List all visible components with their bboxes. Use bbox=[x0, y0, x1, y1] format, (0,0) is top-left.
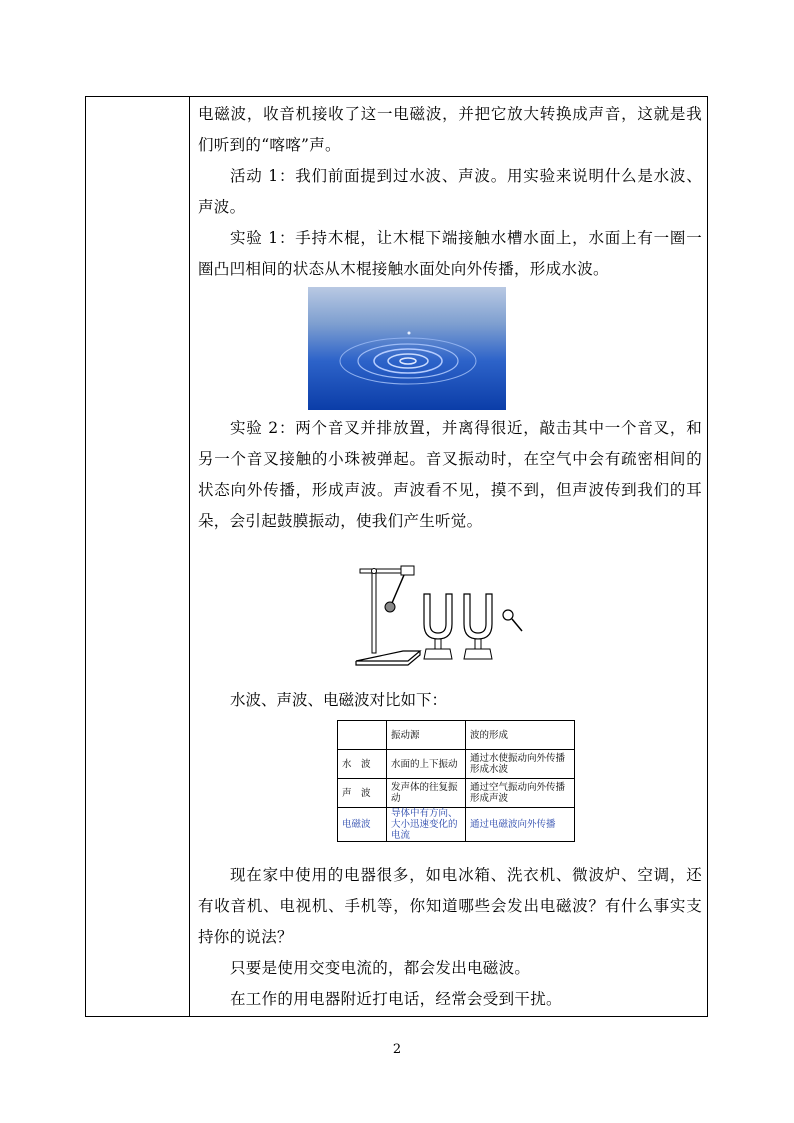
content-cell bbox=[198, 97, 702, 1008]
lesson-table bbox=[85, 96, 708, 1017]
header-cell: 振动源 bbox=[387, 721, 466, 750]
paragraph-appliances: 现在家中使用的电器很多，如电冰箱、洗衣机、微波炉、空调，还有收音机、电视机、手机等，你知道哪些会发出电磁波？有什么事实支持你的说法？ bbox=[198, 866, 702, 946]
paragraph-1: 电磁波，收音机接收了这一电磁波，并把它放大转换成声音，这就是我们听到的“喀喀”声。 bbox=[198, 105, 702, 154]
row-name: 声 波 bbox=[338, 779, 387, 808]
paragraph-answer-2: 在工作的用电器附近打电话，经常会受到干扰。 bbox=[230, 990, 562, 1008]
table-row bbox=[338, 808, 575, 842]
header-cell bbox=[338, 721, 387, 750]
table-header-row bbox=[338, 721, 575, 750]
row-formation: 通过电磁波向外传播 bbox=[466, 808, 575, 842]
row-formation: 通过水使振动向外传播形成水波 bbox=[466, 750, 575, 779]
page-number: 2 bbox=[392, 1042, 402, 1057]
paragraph-answer-1: 只要是使用交变电流的，都会发出电磁波。 bbox=[230, 959, 531, 977]
activity-1: 活动 1：我们前面提到过水波、声波。用实验来说明什么是水波、声波。 bbox=[198, 167, 702, 216]
row-formation: 通过空气振动向外传播形成声波 bbox=[466, 779, 575, 808]
experiment-1: 实验 1：手持木棍，让木棍下端接触水槽水面上，水面上有一圈一圈凸凹相间的状态从木棍接触水面处向外传播，形成水波。 bbox=[198, 229, 702, 278]
table-row bbox=[338, 750, 575, 779]
column-divider bbox=[189, 97, 190, 1016]
row-source: 导体中有方向、大小迅速变化的电流 bbox=[387, 808, 466, 842]
header-cell: 波的形成 bbox=[466, 721, 575, 750]
comparison-intro: 水波、声波、电磁波对比如下： bbox=[230, 691, 448, 709]
table-row bbox=[338, 779, 575, 808]
experiment-2: 实验 2：两个音叉并排放置，并离得很近，敲击其中一个音叉，和另一个音叉接触的小珠被弹起。音叉振动时，在空气中会有疏密相间的状态向外传播，形成声波。声波看不见，摸不到，但声波传到我们的耳朵，会引起鼓膜振动，使我们产生听觉。 bbox=[198, 419, 702, 530]
row-source: 发声体的往复振动 bbox=[387, 779, 466, 808]
tuning-fork-diagram bbox=[348, 549, 548, 679]
water-ripple-image bbox=[308, 287, 506, 410]
row-name: 电磁波 bbox=[338, 808, 387, 842]
row-source: 水面的上下振动 bbox=[387, 750, 466, 779]
row-name: 水 波 bbox=[338, 750, 387, 779]
wave-comparison-table bbox=[337, 720, 575, 842]
